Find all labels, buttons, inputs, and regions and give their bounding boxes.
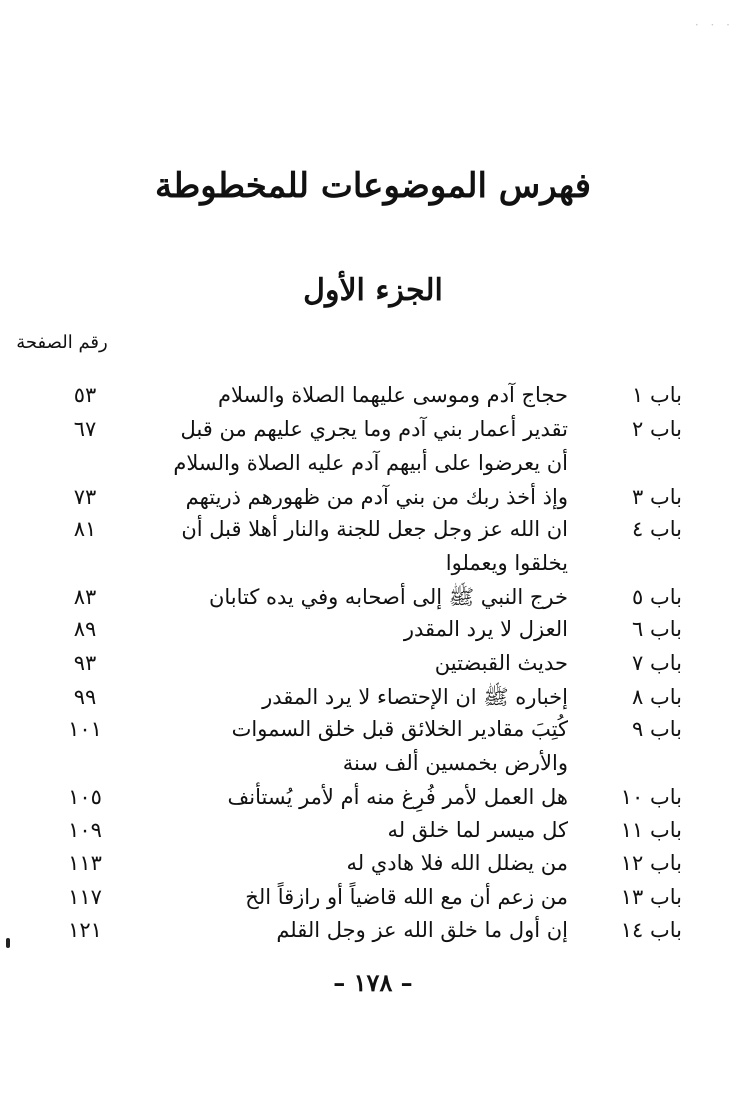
entry-title: حديث القبضتين [434,651,568,675]
entry-page: ١٠٩ [68,818,102,842]
scan-mark [6,938,10,948]
entry-title: كُتِبَ مقادير الخلائق قبل خلق السموات والأرض بخمسين ألف سنة [231,717,568,775]
entry-title: تقدير أعمار بني آدم وما يجري عليهم من قبل أن يعرضوا على أبيهم آدم عليه الصلاة والسلام [173,417,568,475]
chapter-label: باب ١١ [620,818,682,842]
entry-page: ٧٣ [73,485,97,509]
entry-title: حجاج آدم وموسى عليهما الصلاة والسلام [217,383,568,407]
scan-speckle: · · · [694,18,734,32]
chapter-label: باب ٩ [632,717,682,741]
entry-title: إن أول ما خلق الله عز وجل القلم [276,918,568,942]
page-title: فهرس الموضوعات للمخطوطة [155,166,591,206]
chapter-label: باب ٨ [632,685,682,709]
entry-title: من يضلل الله فلا هادي له [346,851,568,875]
entry-page: ١٠٥ [68,785,102,809]
entry-title: إخباره ﷺ ان الإحتصاء لا يرد المقدر [262,685,568,709]
chapter-label: باب ٦ [632,617,682,641]
entry-page: ١٠١ [68,717,102,741]
page-number: – ١٧٨ – [333,968,413,997]
entry-page: ٦٧ [73,417,97,441]
chapter-label: باب ١٤ [620,918,682,942]
entry-page: ٨٩ [73,617,97,641]
chapter-label: باب ٤ [632,517,682,541]
chapter-label: باب ١٢ [620,851,682,875]
entry-title: وإذ أخذ ربك من بني آدم من ظهورهم ذريتهم [185,485,568,509]
chapter-label: باب ١٠ [620,785,682,809]
entry-title: هل العمل لأمر فُرِغ منه أم لأمر يُستأنف [227,785,568,809]
entry-page: ٨١ [73,517,97,541]
entry-page: ١١٣ [68,851,102,875]
entry-title: العزل لا يرد المقدر [403,617,568,641]
entry-page: ٩٩ [73,685,97,709]
chapter-label: باب ١٣ [620,885,682,909]
entry-page: ٩٣ [73,651,97,675]
chapter-label: باب ٣ [632,485,682,509]
entry-title: كل ميسر لما خلق له [387,818,568,842]
chapter-label: باب ٥ [632,585,682,609]
page-number-column-header: رقم الصفحة [16,332,108,353]
chapter-label: باب ٧ [632,651,682,675]
entry-page: ٨٣ [73,585,97,609]
chapter-label: باب ٢ [632,417,682,441]
entry-title: ان الله عز وجل جعل للجنة والنار أهلا قبل أن يخلقوا ويعملوا [181,517,568,575]
entry-page: ١١٧ [68,885,102,909]
entry-title: خرج النبي ﷺ إلى أصحابه وفي يده كتابان [208,585,568,609]
entry-page: ١٢١ [68,918,102,942]
section-heading: الجزء الأول [303,273,443,308]
chapter-label: باب ١ [632,383,682,407]
entry-page: ٥٣ [73,383,97,407]
entry-title: من زعم أن مع الله قاضياً أو رازقاً الخ [245,885,568,909]
